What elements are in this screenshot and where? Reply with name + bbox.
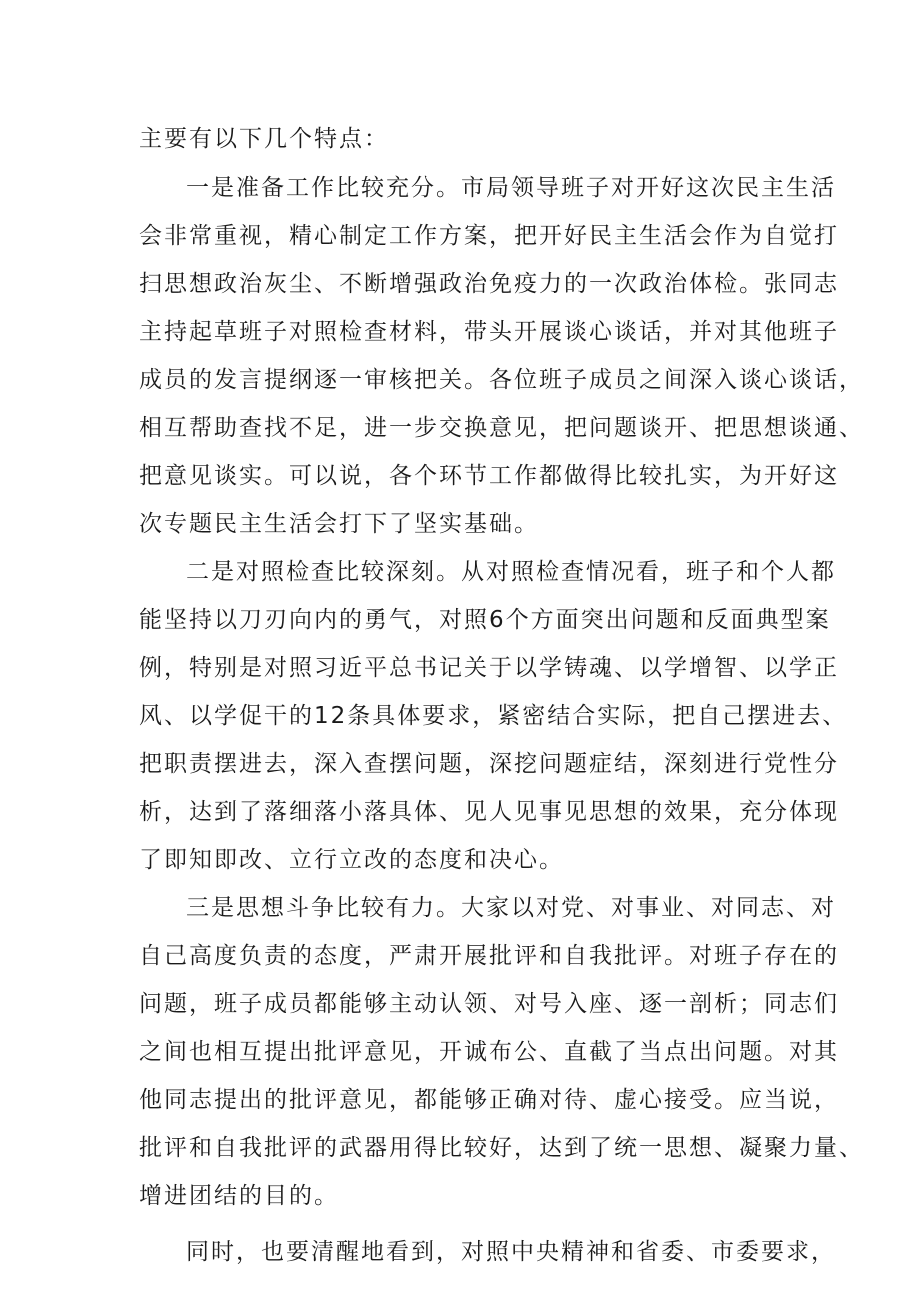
line-text: 风、以学促干的12条具体要求，紧密结合实际，把自己摆进去、 xyxy=(139,703,848,729)
line-text: 次专题民主生活会打下了坚实基础。 xyxy=(139,511,539,537)
line-text: 三是思想斗争比较有力。大家以对党、对事业、对同志、对 xyxy=(186,895,836,921)
line-text: 例，特别是对照习近平总书记关于以学铸魂、以学增智、以学正 xyxy=(139,655,839,681)
line-text: 主持起草班子对照检查材料，带头开展谈心谈话，并对其他班子 xyxy=(139,319,839,345)
line-text: 一是准备工作比较充分。市局领导班子对开好这次民主生活 xyxy=(186,175,836,201)
line-text: 能坚持以刀刃向内的勇气，对照6个方面突出问题和反面典型案 xyxy=(139,607,831,633)
line-text: 批评和自我批评的武器用得比较好，达到了统一思想、凝聚力量、 xyxy=(139,1135,864,1161)
line-text: 会非常重视，精心制定工作方案，把开好民主生活会作为自觉打 xyxy=(139,223,839,249)
line-text: 同时，也要清醒地看到，对照中央精神和省委、市委要求， xyxy=(186,1239,836,1265)
line-text: 把职责摆进去，深入查摆问题，深挖问题症结，深刻进行党性分 xyxy=(139,751,839,777)
line-text: 扫思想政治灰尘、不断增强政治免疫力的一次政治体检。张同志 xyxy=(139,271,839,297)
line-text: 二是对照检查比较深刻。从对照检查情况看，班子和个人都 xyxy=(186,559,836,585)
line-text: 析，达到了落细落小落具体、见人见事见思想的效果，充分体现 xyxy=(139,799,839,825)
line-text: 了即知即改、立行立改的态度和决心。 xyxy=(139,847,564,873)
line-text: 主要有以下几个特点： xyxy=(139,126,389,152)
line-text: 增进团结的目的。 xyxy=(139,1183,339,1209)
line-text: 问题，班子成员都能够主动认领、对号入座、逐一剖析；同志们 xyxy=(139,991,839,1017)
line-text: 把意见谈实。可以说，各个环节工作都做得比较扎实，为开好这 xyxy=(139,463,839,489)
line-text: 自己高度负责的态度，严肃开展批评和自我批评。对班子存在的 xyxy=(139,943,839,969)
line-text: 成员的发言提纲逐一审核把关。各位班子成员之间深入谈心谈话， xyxy=(139,367,864,393)
line-text: 他同志提出的批评意见，都能够正确对待、虚心接受。应当说， xyxy=(139,1087,839,1113)
line-text: 之间也相互提出批评意见，开诚布公、直截了当点出问题。对其 xyxy=(139,1039,839,1065)
line-text: 相互帮助查找不足，进一步交换意见，把问题谈开、把思想谈通、 xyxy=(139,415,864,441)
